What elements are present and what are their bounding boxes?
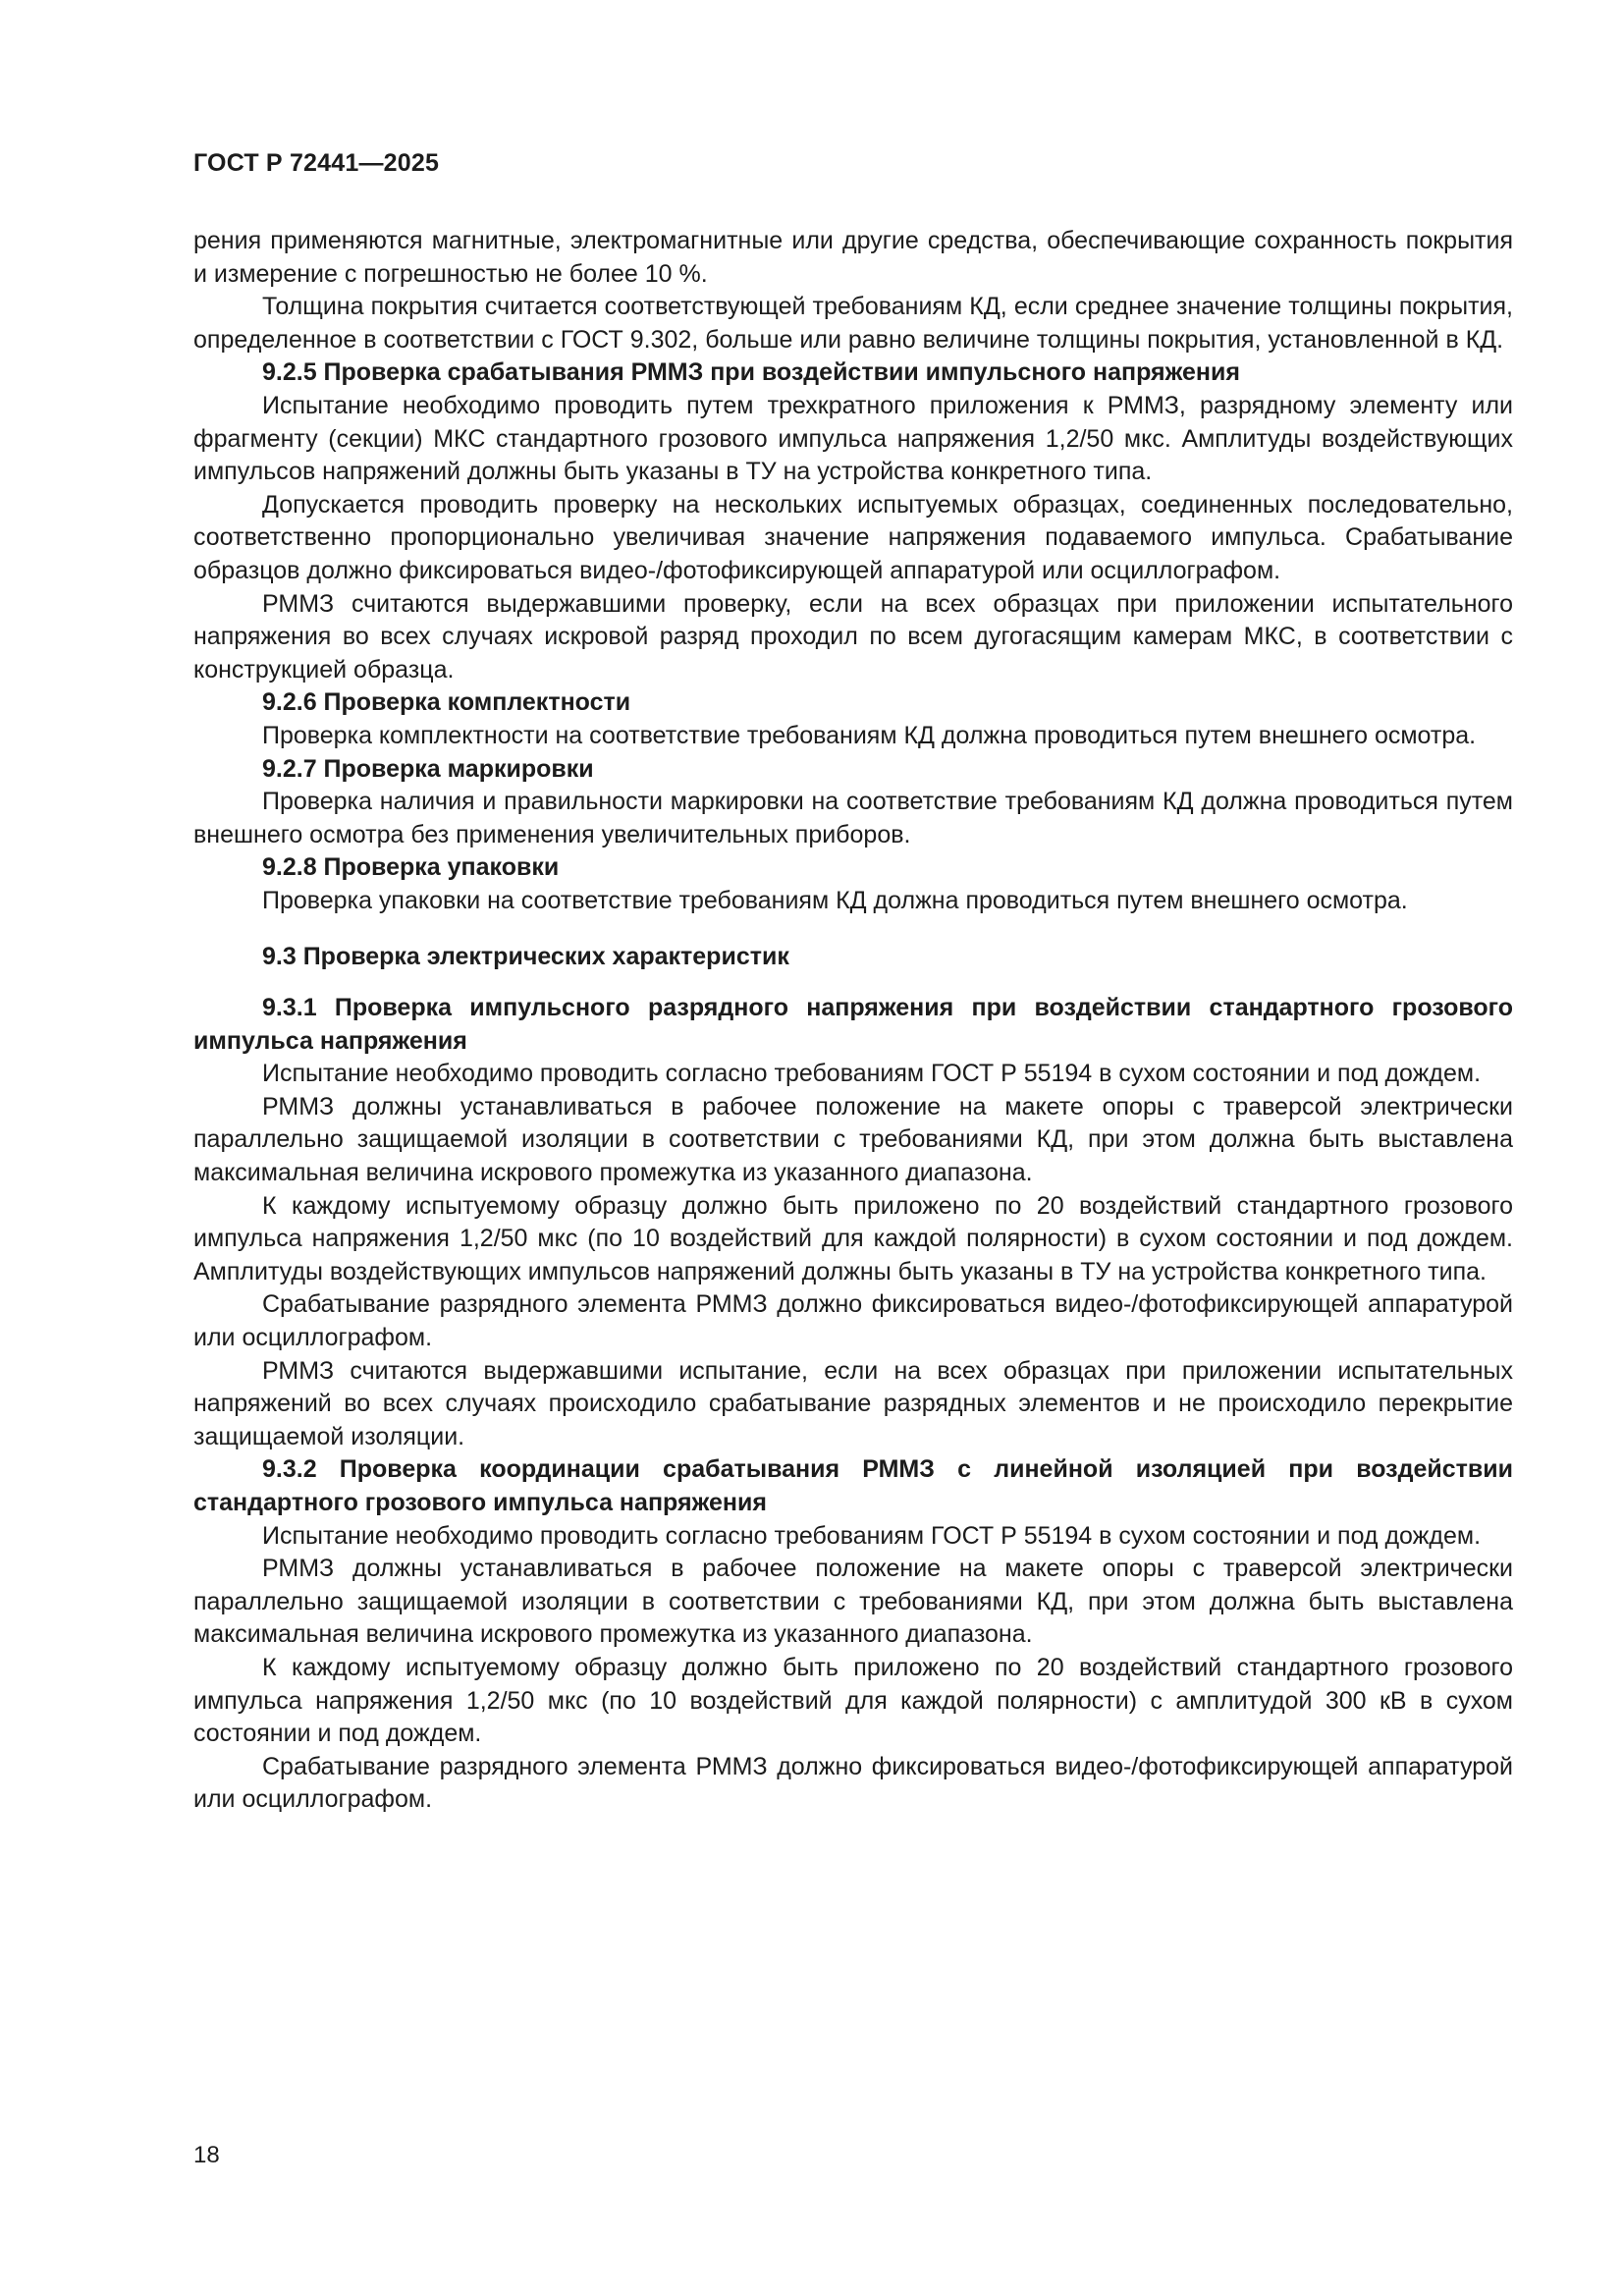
paragraph: РММЗ считаются выдержавшими проверку, если на всех образцах при приложении испытательного напряжения во всех случаях искровой разряд проходил по всем дугогасящим камерам МКС, в соответствии с конструкцией образца. (193, 589, 1513, 683)
subsection-heading: 9.2.8 Проверка упаковки (262, 853, 560, 882)
paragraph: РММЗ должны устанавливаться в рабочее положение на макете опоры с траверсой электрически параллельно защищаемой изоляции в соответствии с требованиями КД, при этом должна быть выставлена максимальная величина искрового промежутка из указанного диапазона. (193, 1092, 1513, 1187)
paragraph: К каждому испытуемому образцу должно быть приложено по 20 воздействий стандартного грозового импульса напряжения 1,2/50 мкс (по 10 воздействий для каждой полярности) в сухом состоянии и под дождем. Амплитуды воздействующих импульсов напряжений должны быть указаны в ТУ на устройства конкретного типа. (193, 1191, 1513, 1285)
paragraph: Испытание необходимо проводить согласно требованиям ГОСТ Р 55194 в сухом состоянии и под дождем. (262, 1060, 1482, 1088)
page-number: 18 (193, 2142, 220, 2168)
paragraph: К каждому испытуемому образцу должно быть приложено по 20 воздействий стандартного грозового импульса напряжения 1,2/50 мкс (по 10 воздействий для каждой полярности) с амплитудой 300 кВ в сухом состоянии и под дождем. (193, 1653, 1513, 1748)
paragraph: РММЗ считаются выдержавшими испытание, если на всех образцах при приложении испытательных напряжений во всех случаях происходило срабатывание разрядных элементов и не происходило перекрытие защищаемой изоляции. (193, 1356, 1513, 1450)
paragraph: Срабатывание разрядного элемента РММЗ должно фиксироваться видео-/фотофиксирующей аппаратурой или осциллографом. (193, 1290, 1513, 1351)
section-heading: 9.3 Проверка электрических характеристик (262, 943, 789, 971)
document-body (193, 225, 1513, 1817)
subsection-heading: 9.2.7 Проверка маркировки (262, 754, 594, 783)
paragraph: рения применяются магнитные, электромагнитные или другие средства, обеспечивающие сохранность покрытия и измерение с погрешностью не более 10 %. (193, 227, 1513, 288)
paragraph: Толщина покрытия считается соответствующей требованиям КД, если среднее значение толщины покрытия, определенное в соответствии с ГОСТ 9.302, больше или равно величине толщины покрытия, установленной в КД. (193, 293, 1513, 354)
paragraph: РММЗ должны устанавливаться в рабочее положение на макете опоры с траверсой электрически параллельно защищаемой изоляции в соответствии с требованиями КД, при этом должна быть выставлена максимальная величина искрового промежутка из указанного диапазона. (193, 1555, 1513, 1649)
paragraph: Допускается проводить проверку на нескольких испытуемых образцах, соединенных последовательно, соответственно пропорционально увеличивая значение напряжения подаваемого импульса. Срабатывание образцов должно фиксироваться видео-/фотофиксирующей аппаратурой или осциллографом. (193, 490, 1513, 584)
paragraph: Срабатывание разрядного элемента РММЗ должно фиксироваться видео-/фотофиксирующей аппаратурой или осциллографом. (193, 1752, 1513, 1814)
subsection-heading: 9.2.5 Проверка срабатывания РММЗ при воздействии импульсного напряжения (262, 358, 1240, 387)
subsection-heading: 9.3.1 Проверка импульсного разрядного напряжения при воздействии стандартного грозового импульса напряжения (193, 994, 1513, 1055)
paragraph: Проверка упаковки на соответствие требованиям КД должна проводиться путем внешнего осмотра. (262, 886, 1408, 914)
subsection-heading: 9.3.2 Проверка координации срабатывания РММЗ с линейной изоляцией при воздействии стандартного грозового импульса напряжения (193, 1455, 1513, 1516)
paragraph: Испытание необходимо проводить путем трехкратного приложения к РММЗ, разрядному элементу или фрагменту (секции) МКС стандартного грозового импульса напряжения 1,2/50 мкс. Амплитуды воздействующих импульсов напряжений должны быть указаны в ТУ на устройства конкретного типа. (193, 391, 1513, 486)
paragraph: Испытание необходимо проводить согласно требованиям ГОСТ Р 55194 в сухом состоянии и под дождем. (262, 1521, 1482, 1550)
document-number-header: ГОСТ Р 72441—2025 (193, 149, 440, 177)
paragraph: Проверка наличия и правильности маркировки на соответствие требованиям КД должна проводиться путем внешнего осмотра без применения увеличительных приборов. (193, 788, 1513, 848)
subsection-heading: 9.2.6 Проверка комплектности (262, 688, 631, 717)
paragraph: Проверка комплектности на соответствие требованиям КД должна проводиться путем внешнего осмотра. (262, 721, 1477, 749)
